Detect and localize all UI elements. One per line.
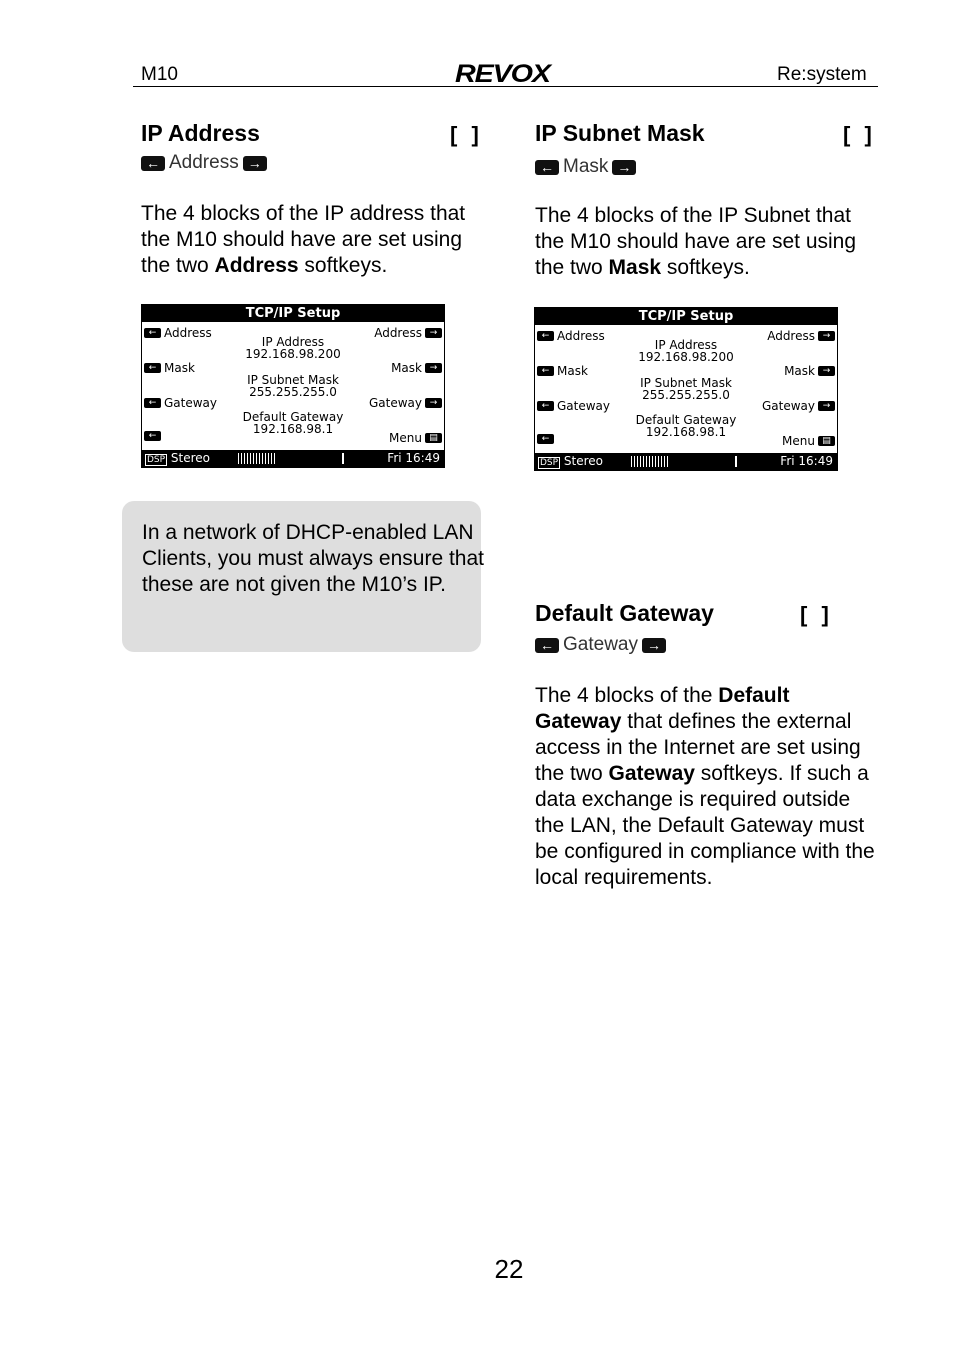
screen-gw-value: 192.168.98.1 bbox=[645, 425, 727, 439]
screen-right-key-menu: Menu ▤ bbox=[389, 431, 442, 445]
screen-ip-label: IP Address bbox=[261, 335, 325, 349]
default-gateway-bracket: [ ] bbox=[800, 602, 833, 627]
dhcp-note-box bbox=[122, 501, 484, 652]
screen-right-key-menu: Menu ▤ bbox=[782, 434, 835, 448]
screen-right-key-address: Address → bbox=[767, 329, 835, 343]
subnet-mask-bracket: [ ] bbox=[843, 122, 876, 147]
header-rule bbox=[133, 86, 878, 87]
tcpip-setup-screen bbox=[141, 304, 445, 468]
ip-address-bracket: [ ] bbox=[450, 122, 483, 147]
menu-icon: ▤ bbox=[425, 433, 442, 443]
screen-left-key-mask: ← Mask bbox=[144, 361, 195, 375]
header-model: M10 bbox=[141, 64, 178, 85]
subnet-mask-heading: IP Subnet Mask bbox=[535, 120, 705, 146]
screen-gw-label: Default Gateway bbox=[635, 413, 737, 427]
screen-right-key-mask: Mask → bbox=[391, 361, 442, 375]
arrow-right-icon: → bbox=[425, 398, 442, 408]
level-marker-icon bbox=[342, 453, 344, 464]
dsp-badge: DSP bbox=[540, 458, 559, 468]
screen-ip-value: 192.168.98.200 bbox=[638, 350, 734, 364]
arrow-left-icon: ← bbox=[144, 363, 161, 373]
screen-right-key-address: Address → bbox=[374, 326, 442, 340]
arrow-right-icon: → bbox=[612, 160, 636, 175]
softkey-label: Gateway bbox=[563, 634, 638, 655]
arrow-right-icon: → bbox=[642, 638, 666, 653]
arrow-left-icon: ← bbox=[537, 331, 554, 341]
screen-title: TCP/IP Setup bbox=[142, 305, 444, 322]
screen-mask-label: IP Subnet Mask bbox=[247, 373, 339, 387]
arrow-left-icon: ← bbox=[537, 401, 554, 411]
screen-left-key-address: ← Address bbox=[144, 326, 212, 340]
softkey-label: Address bbox=[169, 152, 239, 173]
arrow-left-icon: ← bbox=[144, 431, 161, 441]
arrow-right-icon: → bbox=[818, 331, 835, 341]
screen-status-bar bbox=[535, 453, 837, 470]
screen-ip-value: 192.168.98.200 bbox=[245, 347, 341, 361]
screen-time: Fri 16:49 bbox=[780, 454, 833, 468]
header-system: Re:system bbox=[777, 64, 867, 85]
screen-title: TCP/IP Setup bbox=[535, 308, 837, 325]
default-gateway-heading: Default Gateway bbox=[535, 600, 714, 626]
subnet-mask-text: The 4 blocks of the IP Subnet that the M10 should have are set using the two Mask softkeys. bbox=[535, 204, 857, 279]
screen-ip-label: IP Address bbox=[654, 338, 718, 352]
ip-address-heading: IP Address bbox=[141, 120, 260, 146]
softkey-label: Mask bbox=[563, 156, 609, 177]
arrow-right-icon: → bbox=[425, 328, 442, 338]
ip-address-text: The 4 blocks of the IP address that the M10 should have are set using the two Address softkeys. bbox=[141, 202, 466, 277]
screen-mask-value: 255.255.255.0 bbox=[642, 388, 730, 402]
screen-mask-value: 255.255.255.0 bbox=[249, 385, 337, 399]
gateway-softkey-line bbox=[535, 634, 666, 656]
default-gateway-text: The 4 blocks of the Default Gateway that defines the external access in the Internet are set using the two Gateway softkeys. If such a data exchange is required outside the LAN, the Default Gateway must be configured in compliance with the local requirements. bbox=[535, 684, 875, 889]
arrow-right-icon: → bbox=[425, 363, 442, 373]
screen-right-key-gateway: Gateway → bbox=[369, 396, 442, 410]
arrow-left-icon: ← bbox=[144, 398, 161, 408]
menu-icon: ▤ bbox=[818, 436, 835, 446]
dhcp-note-text: In a network of DHCP-enabled LAN Clients, you must always ensure that these are not given the M10’s IP. bbox=[142, 521, 484, 596]
arrow-left-icon: ← bbox=[144, 328, 161, 338]
arrow-right-icon: → bbox=[818, 366, 835, 376]
arrow-left-icon: ← bbox=[141, 156, 165, 171]
arrow-left-icon: ← bbox=[537, 434, 554, 444]
subnet-softkey-line bbox=[535, 156, 636, 178]
screen-right-key-gateway: Gateway → bbox=[762, 399, 835, 413]
screen-right-key-mask: Mask → bbox=[784, 364, 835, 378]
arrow-left-icon: ← bbox=[537, 366, 554, 376]
dsp-badge: DSP bbox=[147, 455, 166, 465]
tcpip-setup-screen bbox=[534, 307, 838, 471]
screen-left-key-address: ← Address bbox=[537, 329, 605, 343]
screen-gw-label: Default Gateway bbox=[242, 410, 344, 424]
level-meter-icon bbox=[631, 456, 669, 467]
level-meter-icon bbox=[238, 453, 276, 464]
arrow-right-icon: → bbox=[243, 156, 267, 171]
screen-left-key-gateway: ← Gateway bbox=[144, 396, 217, 410]
arrow-left-icon: ← bbox=[535, 638, 559, 653]
screen-time: Fri 16:49 bbox=[387, 451, 440, 465]
arrow-right-icon: → bbox=[818, 401, 835, 411]
screen-left-key-blank bbox=[537, 434, 554, 444]
level-marker-icon bbox=[735, 456, 737, 467]
screen-gw-value: 192.168.98.1 bbox=[252, 422, 334, 436]
screen-mask-label: IP Subnet Mask bbox=[640, 376, 732, 390]
screen-status-bar bbox=[142, 450, 444, 467]
screen-mode: Stereo bbox=[170, 451, 211, 465]
arrow-left-icon: ← bbox=[535, 160, 559, 175]
screen-mode: Stereo bbox=[563, 454, 604, 468]
ip-address-softkey-line bbox=[141, 152, 267, 174]
revox-logo: REVOX bbox=[455, 60, 550, 88]
screen-left-key-blank bbox=[144, 431, 161, 441]
screen-left-key-mask: ← Mask bbox=[537, 364, 588, 378]
screen-left-key-gateway: ← Gateway bbox=[537, 399, 610, 413]
page-number: 22 bbox=[494, 1254, 524, 1284]
